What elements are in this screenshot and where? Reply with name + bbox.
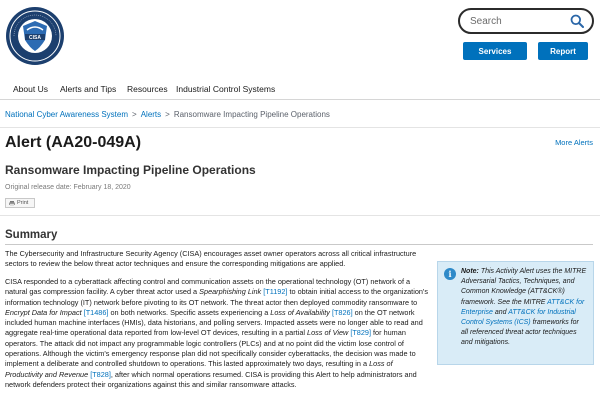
report-button[interactable]: Report [538, 42, 588, 60]
attack-ics-link[interactable]: ATT&CK for Industrial Control Systems (ICS) [461, 308, 576, 327]
search-box[interactable] [458, 8, 594, 34]
summary-rule [5, 244, 593, 245]
printer-icon [9, 201, 15, 206]
svg-text:CISA: CISA [29, 35, 41, 41]
technique-id-t828[interactable]: [T828] [90, 369, 111, 379]
text-span: on both networks. Specific assets experiencing a [108, 307, 271, 317]
divider [0, 215, 600, 216]
cisa-logo[interactable] [5, 6, 65, 66]
breadcrumb-separator: > [132, 110, 137, 119]
technique-id-t1486[interactable]: [T1486] [83, 307, 109, 317]
text-span: CISA responded to a cyberattack affecting control and communication assets on the operational technology (OT) network of a natural gas compression facility. A cyber threat actor used a [5, 277, 411, 297]
nav-item-industrial-control-systems[interactable]: Industrial Control Systems [176, 84, 276, 94]
search-input[interactable] [470, 13, 570, 30]
breadcrumb-current: Ransomware Impacting Pipeline Operations [173, 110, 330, 119]
text-span: , after which normal operations resumed. CISA is providing this Alert to help administrators and network defenders protect their organizations against this and similar ransomware attacks. [5, 369, 417, 389]
summary-paragraph-1: The Cybersecurity and Infrastructure Security Agency (CISA) encourages asset owner operators across all critical infrastructure sectors to review the below threat actor techniques and ensure the corresponding mitigations are applied. [5, 249, 417, 269]
more-alerts-link[interactable]: More Alerts [555, 138, 593, 147]
release-date: Original release date: February 18, 2020 [5, 184, 131, 191]
note-text: and [492, 308, 509, 316]
note-text: frameworks for all referenced threat actor techniques and mitigations. [461, 319, 579, 347]
summary-paragraph-2 [5, 277, 431, 390]
technique-id-t1192[interactable]: [T1192] [263, 287, 288, 297]
technique-id-t829[interactable]: [T829] [350, 328, 371, 338]
technique-link-loss-of-view[interactable]: Loss of View [307, 328, 349, 338]
text-span: on the OT network included human machine interfaces (HMIs), data historians, and polling servers. Impacted assets were no longer able to read and aggregate real-time operational data reported from low-level OT devices, resulting in a partial [5, 307, 423, 338]
breadcrumb-separator: > [165, 110, 170, 119]
summary-heading: Summary [5, 229, 58, 241]
info-icon: i [444, 268, 456, 280]
breadcrumb-link-alerts[interactable]: Alerts [140, 110, 162, 119]
page-title: Alert (AA20-049A) [5, 134, 142, 151]
technique-link-spearphishing[interactable]: Spearphishing Link [199, 287, 262, 297]
text-span: for human operators. The attack did not impact any programmable logic controllers (PLCs) and at no point did the victim lose control of operations. Although the victim's emergency response plan did not specifically consider cyberattacks, the decision was made to implement a deliberate and controlled shutdown to operations. This lasted approximately two days, resulting in a [5, 328, 416, 369]
alert-subtitle: Ransomware Impacting Pipeline Operations [5, 163, 256, 177]
site-header [0, 0, 600, 72]
divider [0, 127, 600, 128]
print-label: Print [17, 200, 29, 206]
search-icon[interactable] [570, 14, 584, 28]
attack-enterprise-link[interactable]: ATT&CK for Enterprise [461, 298, 585, 316]
breadcrumb-link-ncas[interactable]: National Cyber Awareness System [5, 110, 129, 119]
services-button[interactable]: Services [463, 42, 527, 60]
nav-item-alerts-and-tips[interactable]: Alerts and Tips [60, 84, 117, 94]
breadcrumb [5, 110, 330, 119]
technique-id-t826[interactable]: [T826] [331, 307, 353, 317]
nav-item-about-us[interactable]: About Us [13, 84, 48, 94]
nav-item-resources[interactable]: Resources [127, 84, 168, 94]
technique-link-loss-of-availability[interactable]: Loss of Availability [270, 307, 330, 317]
technique-link-encrypt[interactable]: Encrypt Data for Impact [5, 307, 82, 317]
note-text: This Activity Alert uses the MITRE Adversarial Tactics, Techniques, and Common Knowledge (ATT&CK®) framework. See the MITRE [461, 268, 587, 306]
note-box [437, 261, 594, 365]
main-nav [0, 78, 600, 100]
note-label: Note: [461, 268, 479, 275]
text-span: to obtain initial access to the organization's information technology (IT) network before pivoting to its OT network. The threat actor then deployed commodity ransomware to [5, 287, 428, 307]
technique-link-loss-of-productivity[interactable]: Loss of Productivity and Revenue [5, 359, 393, 379]
print-button[interactable] [5, 198, 35, 208]
